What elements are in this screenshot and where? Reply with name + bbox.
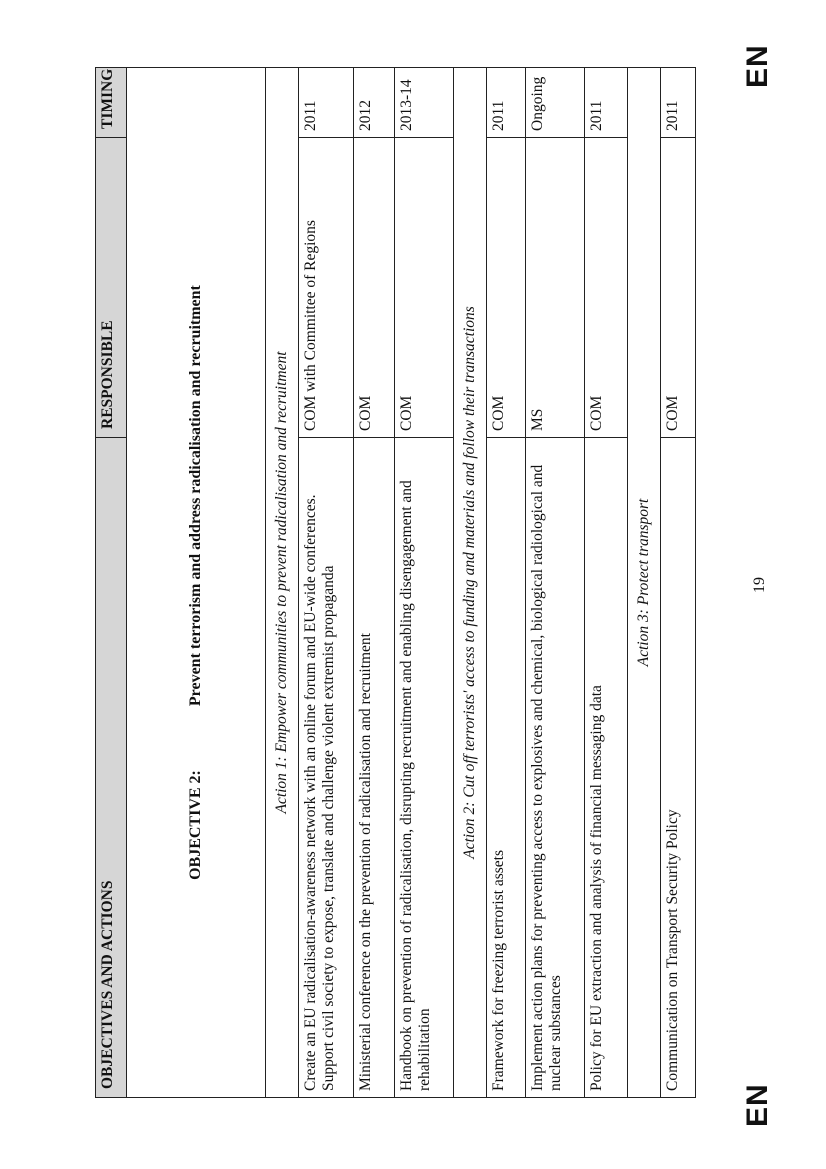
objectives-table xyxy=(95,67,696,1098)
action-cell: Create an EU radicalisation-awareness network with an online forum and EU-wide conferences. Support civil society to expose, translate and challenge violent extremist propaganda xyxy=(299,438,354,1098)
responsible-cell: COM xyxy=(395,138,454,438)
responsible-cell: COM xyxy=(487,138,526,438)
action-cell: Implement action plans for preventing access to explosives and chemical, biological radiological and nuclear substances xyxy=(526,438,585,1098)
section-row xyxy=(628,68,661,1098)
action-cell: Policy for EU extraction and analysis of financial messaging data xyxy=(585,438,628,1098)
table-row xyxy=(585,68,628,1098)
rotated-table-container xyxy=(95,68,681,1098)
language-mark-bottom: EN xyxy=(741,1083,774,1127)
timing-cell: 2011 xyxy=(487,68,526,138)
timing-cell: 2013-14 xyxy=(395,68,454,138)
header-objectives: OBJECTIVES AND ACTIONS xyxy=(96,438,127,1098)
action-cell: Framework for freezing terrorist assets xyxy=(487,438,526,1098)
table-row xyxy=(487,68,526,1098)
table-row xyxy=(354,68,395,1098)
timing-cell: 2011 xyxy=(585,68,628,138)
header-row xyxy=(96,68,127,1098)
responsible-cell: COM xyxy=(354,138,395,438)
objective-title: Prevent terrorism and address radicalisation and recruitment xyxy=(186,285,204,707)
section-row xyxy=(266,68,299,1098)
table-row xyxy=(395,68,454,1098)
page-number: 19 xyxy=(751,577,768,593)
objective-row xyxy=(127,68,266,1098)
responsible-cell: COM xyxy=(585,138,628,438)
action-cell: Handbook on prevention of radicalisation, disrupting recruitment and enabling disengagement and rehabilitation xyxy=(395,438,454,1098)
action-cell: Communication on Transport Security Policy xyxy=(661,438,696,1098)
section-heading: Action 3: Protect transport xyxy=(628,68,661,1098)
responsible-cell: COM xyxy=(661,138,696,438)
responsible-cell: COM with Committee of Regions xyxy=(299,138,354,438)
header-responsible: RESPONSIBLE xyxy=(96,138,127,438)
section-row xyxy=(454,68,487,1098)
table-row xyxy=(661,68,696,1098)
responsible-cell: MS xyxy=(526,138,585,438)
table-row xyxy=(526,68,585,1098)
timing-cell: Ongoing xyxy=(526,68,585,138)
action-cell: Ministerial conference on the prevention of radicalisation and recruitment xyxy=(354,438,395,1098)
timing-cell: 2012 xyxy=(354,68,395,138)
header-timing: TIMING xyxy=(96,68,127,138)
objective-cell xyxy=(127,68,266,1098)
objective-label: OBJECTIVE 2: xyxy=(186,770,204,880)
language-mark-top: EN xyxy=(741,44,774,88)
timing-cell: 2011 xyxy=(661,68,696,138)
timing-cell: 2011 xyxy=(299,68,354,138)
table-row xyxy=(299,68,354,1098)
section-heading: Action 2: Cut off terrorists' access to funding and materials and follow their transactions xyxy=(454,68,487,1098)
section-heading: Action 1: Empower communities to prevent radicalisation and recruitment xyxy=(266,68,299,1098)
